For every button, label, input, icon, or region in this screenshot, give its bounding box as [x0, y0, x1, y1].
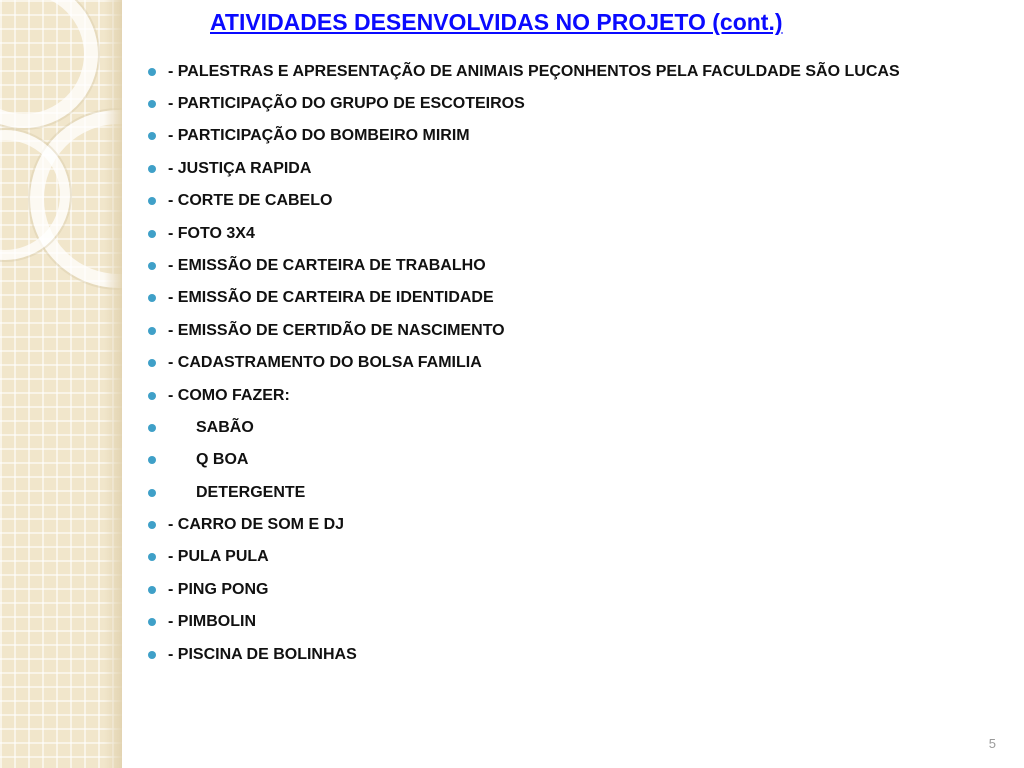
list-item — [146, 223, 1000, 245]
bullet-icon — [148, 294, 156, 302]
list-item-text: - PARTICIPAÇÃO DO BOMBEIRO MIRIM — [168, 127, 470, 145]
bullet-icon — [148, 553, 156, 561]
bullet-icon — [148, 521, 156, 529]
bullet-icon — [148, 392, 156, 400]
list-item-text: - CORTE DE CABELO — [168, 192, 333, 210]
list-item — [146, 482, 1000, 504]
list-item-text: - PARTICIPAÇÃO DO GRUPO DE ESCOTEIROS — [168, 95, 525, 112]
bullet-icon — [148, 651, 156, 659]
list-item-text: - JUSTIÇA RAPIDA — [168, 159, 312, 177]
bullet-icon — [148, 100, 156, 108]
list-item-text: Q BOA — [196, 451, 249, 469]
bullet-icon — [148, 456, 156, 464]
list-item-text: - PALESTRAS E APRESENTAÇÃO DE ANIMAIS PEÇONHENTOS PELA FACULDADE SÃO LUCAS — [168, 63, 900, 80]
list-item-text: DETERGENTE — [196, 483, 306, 501]
list-item — [146, 417, 1000, 439]
list-item — [146, 158, 1000, 180]
page-number: 5 — [988, 736, 996, 751]
decorative-ring — [0, 0, 98, 128]
list-item-text: - PISCINA DE BOLINHAS — [168, 645, 357, 663]
bullet-icon — [148, 359, 156, 367]
list-item-text: - EMISSÃO DE CERTIDÃO DE NASCIMENTO — [168, 321, 505, 339]
list-item-text: - PING PONG — [168, 580, 269, 598]
bullet-icon — [148, 197, 156, 205]
bullet-icon — [148, 618, 156, 626]
sidebar-shade — [104, 0, 122, 768]
list-item-text: - FOTO 3X4 — [168, 224, 255, 242]
list-item — [146, 546, 1000, 568]
list-item — [146, 255, 1000, 277]
list-item — [146, 93, 1000, 115]
decorative-sidebar — [0, 0, 122, 768]
list-item — [146, 611, 1000, 633]
list-item-text: - EMISSÃO DE CARTEIRA DE TRABALHO — [168, 256, 486, 274]
list-item — [146, 190, 1000, 212]
list-item-text: - CADASTRAMENTO DO BOLSA FAMILIA — [168, 354, 482, 372]
bullet-icon — [148, 424, 156, 432]
bullet-icon — [148, 586, 156, 594]
list-item — [146, 385, 1000, 407]
bullet-icon — [148, 262, 156, 270]
list-item-text: - COMO FAZER: — [168, 386, 290, 404]
activity-list — [146, 61, 1000, 676]
bullet-icon — [148, 132, 156, 140]
list-item-text: - PIMBOLIN — [168, 613, 256, 631]
list-item — [146, 514, 1000, 536]
bullet-icon — [148, 327, 156, 335]
list-item-text: - CARRO DE SOM E DJ — [168, 516, 345, 534]
list-item-text: - EMISSÃO DE CARTEIRA DE IDENTIDADE — [168, 289, 494, 307]
list-item — [146, 352, 1000, 374]
list-item-text: SABÃO — [196, 418, 254, 436]
list-item — [146, 644, 1000, 666]
list-item-text: - PULA PULA — [168, 548, 269, 566]
list-item — [146, 449, 1000, 471]
list-item — [146, 287, 1000, 309]
list-item — [146, 579, 1000, 601]
bullet-icon — [148, 489, 156, 497]
slide-title: ATIVIDADES DESENVOLVIDAS NO PROJETO (cont.) — [210, 9, 783, 35]
bullet-icon — [148, 165, 156, 173]
bullet-icon — [148, 230, 156, 238]
bullet-icon — [148, 68, 156, 76]
list-item — [146, 61, 1000, 83]
list-item — [146, 125, 1000, 147]
list-item — [146, 320, 1000, 342]
